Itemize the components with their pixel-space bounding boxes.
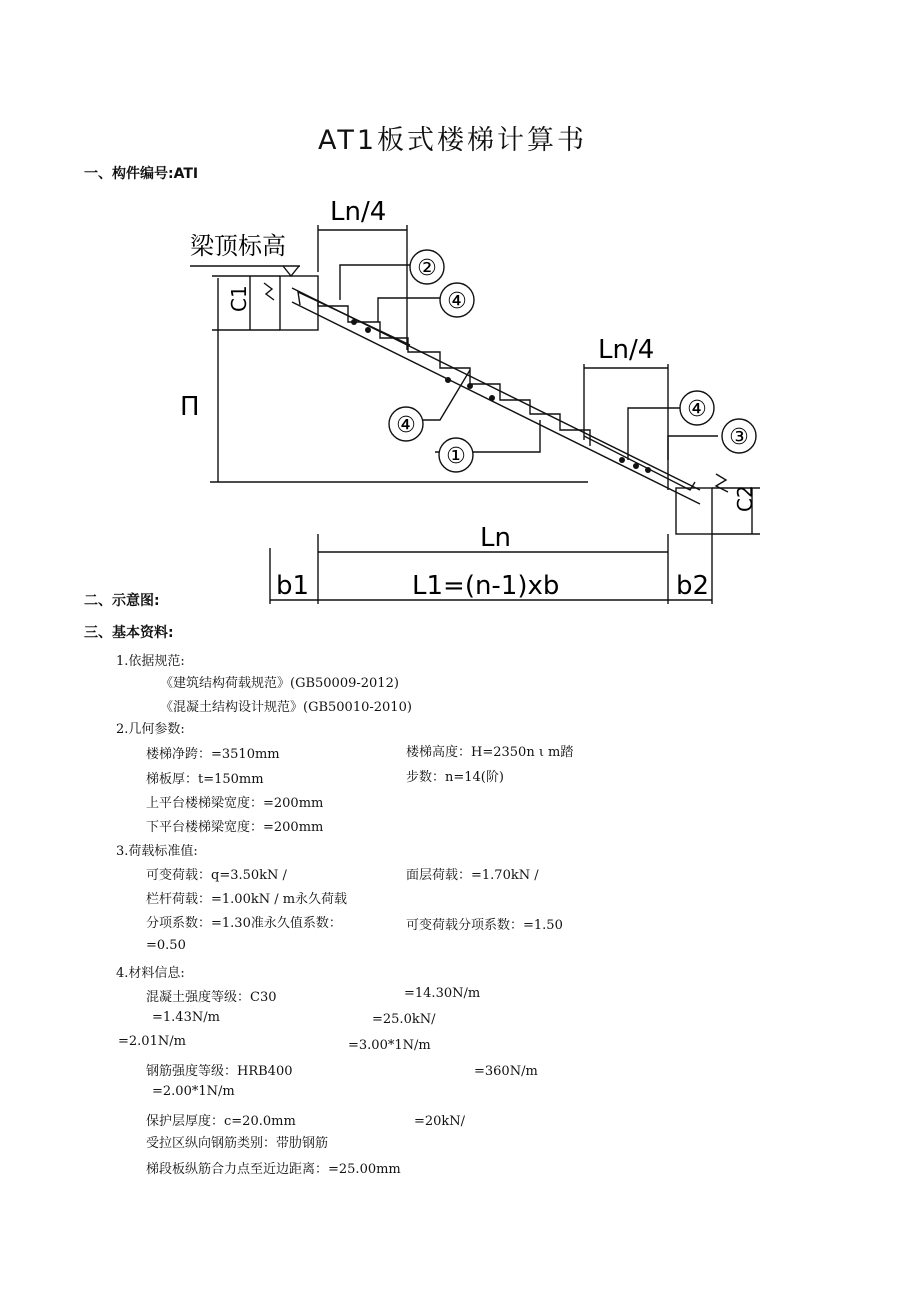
stair-height: 楼梯高度：H=2350n ι m踏 — [406, 745, 574, 760]
section-component-number: 一、构件编号:ATI — [84, 166, 199, 182]
code-load: 《建筑结构荷载规范》(GB50009-2012) — [160, 676, 399, 691]
lower-beam-width: 下平台楼梯梁宽度：=200mm — [146, 820, 324, 835]
live-load: 可变荷载：q=3.50kN / — [146, 868, 287, 883]
concrete-fc: =14.30N/m — [404, 986, 481, 1001]
concrete-unit-weight: =25.0kN/ — [372, 1012, 436, 1027]
slab-thickness: 梯板厚：t=150mm — [146, 772, 264, 787]
geometry-heading: 2.几何参数: — [116, 722, 185, 737]
surface-load: 面层荷载：=1.70kN / — [406, 868, 539, 883]
dim-l1: L1=(n-1)xb — [412, 571, 560, 601]
section-schematic: 二、示意图: — [84, 593, 160, 609]
step-count: 步数：n=14(阶) — [406, 770, 504, 785]
dim-b1: b1 — [276, 571, 310, 601]
dim-c2: C2 — [733, 485, 757, 512]
page-title: AT1板式楼梯计算书 — [318, 125, 588, 156]
dim-ln: Ln — [480, 523, 511, 553]
section-basic-data: 三、基本资料: — [84, 625, 174, 641]
rebar-type: 受拉区纵向钢筋类别：带肋钢筋 — [146, 1136, 329, 1151]
material-heading: 4.材料信息: — [116, 966, 185, 981]
net-span: 楼梯净跨：=3510mm — [146, 747, 280, 762]
quasi-permanent-value: =0.50 — [146, 938, 186, 953]
upper-beam-width: 上平台楼梯梁宽度：=200mm — [146, 796, 324, 811]
marker-3: ③ — [729, 425, 749, 450]
marker-2: ② — [417, 256, 437, 281]
load-heading: 3.荷载标准值: — [116, 844, 198, 859]
rail-load: 栏杆荷载：=1.00kN / m永久荷载 — [146, 892, 348, 907]
dim-ln4-top: Ln/4 — [330, 197, 387, 227]
dim-height-mark: П — [180, 392, 200, 422]
live-partial-factor: 可变荷载分项系数：=1.50 — [406, 918, 563, 933]
partial-factor: 分项系数：=1.30准永久值系数： — [146, 916, 342, 931]
rebar-grade: 钢筋强度等级：HRB400 — [146, 1064, 293, 1079]
marker-4-right: ④ — [687, 397, 707, 422]
marker-4-top: ④ — [447, 289, 467, 314]
cover-thickness: 保护层厚度：c=20.0mm — [146, 1114, 296, 1129]
marker-4-left: ④ — [396, 413, 416, 438]
finish-unit-weight: =20kN/ — [414, 1114, 466, 1129]
dim-b2: b2 — [676, 571, 710, 601]
dim-c1: C1 — [227, 285, 251, 312]
stair-diagram — [0, 180, 920, 620]
concrete-grade: 混凝土强度等级：C30 — [146, 990, 277, 1005]
dim-ln4-right: Ln/4 — [598, 335, 655, 365]
rebar-es: =2.00*1N/m — [152, 1084, 235, 1099]
rebar-fy: =360N/m — [474, 1064, 538, 1079]
concrete-ftk: =2.01N/m — [118, 1034, 186, 1049]
code-concrete: 《混凝土结构设计规范》(GB50010-2010) — [160, 700, 412, 715]
rebar-centroid-distance: 梯段板纵筋合力点至近边距离：=25.00mm — [146, 1162, 401, 1177]
concrete-ec: =3.00*1N/m — [348, 1038, 431, 1053]
marker-1: ① — [446, 444, 466, 469]
concrete-ft: =1.43N/m — [152, 1010, 220, 1025]
beam-top-level-label: 梁顶标高 — [190, 232, 286, 260]
code-heading: 1.依据规范: — [116, 654, 185, 669]
